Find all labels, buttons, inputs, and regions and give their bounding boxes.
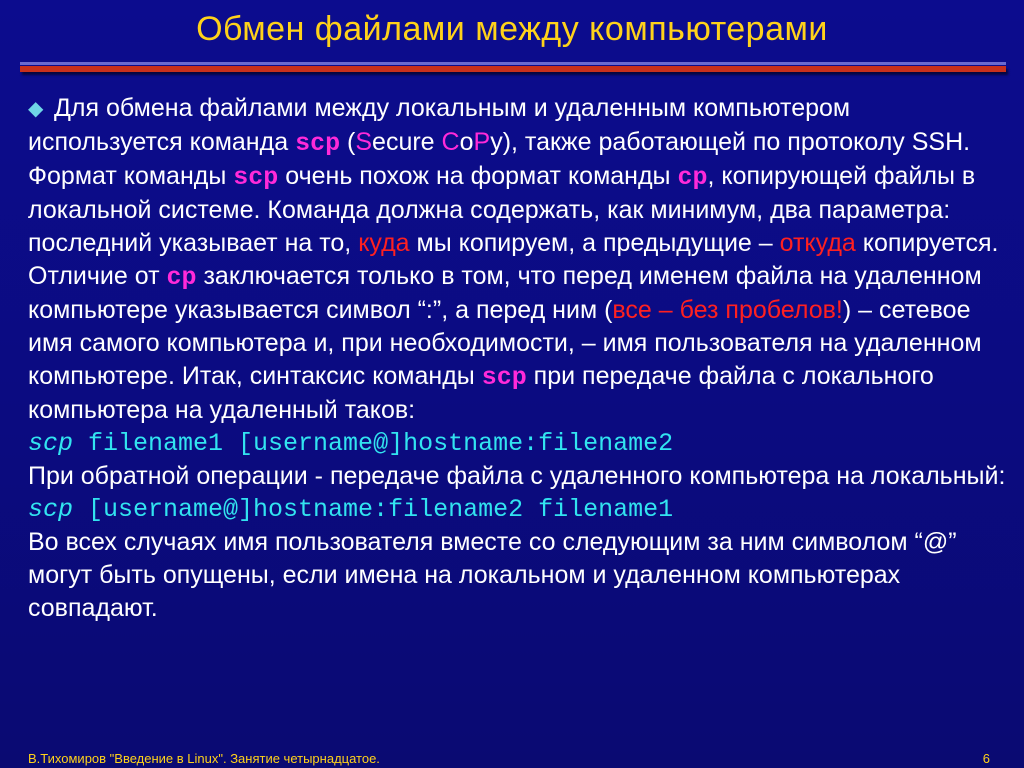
scp-command-1: scp — [295, 129, 341, 158]
intro-text-7: копируется. Отличие от — [28, 229, 999, 290]
upload-syntax-command: scp — [28, 429, 74, 458]
footer-page-number: 6 — [982, 751, 990, 766]
secure-rest: ecure — [372, 128, 442, 156]
secure-s-letter: S — [355, 128, 373, 156]
download-syntax-line — [28, 493, 1008, 526]
cp-command-1: cp — [677, 163, 708, 192]
title-divider-top — [20, 62, 1006, 65]
slide-title: Обмен файлами между компьютерами — [196, 10, 828, 48]
slide-body — [28, 92, 1008, 625]
intro-text-1: Для обмена файлами между локальным и удаленным компьютером используется команда — [28, 94, 851, 156]
intro-text-6: мы копируем, а предыдущие – — [409, 229, 780, 257]
intro-text-4: очень похож на формат команды — [278, 162, 678, 190]
otkuda-emphasis: откуда — [779, 229, 856, 257]
copy-y-letter: y — [490, 128, 503, 156]
upload-syntax-line — [28, 427, 1008, 460]
upload-syntax-args: filename1 [username@]hostname:filename2 — [73, 429, 674, 458]
intro-text-8: заключается только в том, что перед именем файла на удаленном компьютере указывается символ “:”, а перед ним ( — [28, 262, 982, 324]
intro-text-10: при передаче файла с локального компьютера на удаленный таков: — [28, 362, 934, 424]
download-syntax-args: [username@]hostname:filename2 filename1 — [73, 495, 674, 524]
copy-o-letter: o — [459, 128, 474, 156]
scp-command-2: scp — [233, 163, 279, 192]
intro-text-3: ), также работающей по протоколу SSH. Формат команды — [28, 128, 971, 190]
copy-p-letter: P — [473, 128, 491, 156]
intro-text-2: ( — [340, 128, 356, 156]
intro-text-5: , копирующей файлы в локальной системе. Команда должна содержать, как минимум, два параметра: последний указывает на то, — [28, 162, 976, 257]
closing-note-text: Во всех случаях имя пользователя вместе со следующим за ним символом “@” могут быть опущены, если имена на локальном и удаленном компьютерах совпадают. — [28, 528, 957, 622]
scp-command-3: scp — [481, 363, 527, 392]
title-divider-bottom — [20, 66, 1006, 72]
reverse-operation-text: При обратной операции - передаче файла с удаленного компьютера на локальный: — [28, 462, 1006, 490]
copy-c-letter: C — [441, 128, 460, 156]
diamond-bullet-icon: ◆ — [28, 98, 44, 120]
cp-command-2: cp — [166, 263, 197, 292]
footer-course-title: В.Тихомиров "Введение в Linux". Занятие четырнадцатое. — [28, 751, 380, 766]
kuda-emphasis: куда — [358, 229, 410, 257]
no-spaces-emphasis: все – без пробелов! — [612, 296, 843, 324]
intro-paragraph — [28, 92, 1008, 427]
download-syntax-command: scp — [28, 495, 74, 524]
intro-text-9: ) – сетевое имя самого компьютера и, при необходимости, – имя пользователя на удаленном компьютере. Итак, синтаксис команды — [28, 296, 982, 390]
